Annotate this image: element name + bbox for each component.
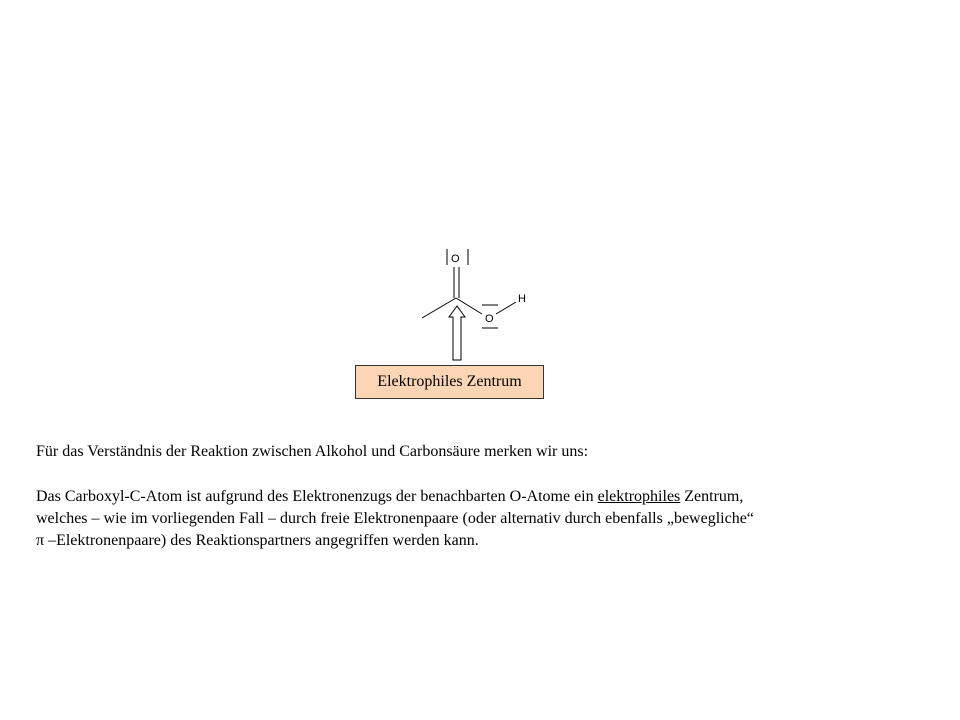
atom-o-hydroxyl: O bbox=[485, 313, 494, 325]
o-h-bond bbox=[496, 302, 516, 314]
explanation-paragraph bbox=[36, 486, 754, 552]
line1-text-before: Das Carboxyl-C-Atom ist aufgrund des Elektronenzugs der benachbarten O-Atome ein bbox=[36, 488, 598, 505]
carboxylic-acid-structure bbox=[400, 240, 560, 370]
electrophilic-center-label-text: Elektrophiles Zentrum bbox=[377, 373, 522, 390]
paragraph-line-2: welches – wie im vorliegenden Fall – durch freie Elektronenpaare (oder alternativ durch ebenfalls „bewegliche“ bbox=[36, 510, 754, 527]
electrophilic-center-label bbox=[355, 365, 544, 399]
atom-o-carbonyl: O bbox=[451, 253, 460, 265]
paragraph-line-3: π –Elektronenpaare) des Reaktionspartners angegriffen werden kann. bbox=[36, 532, 479, 549]
intro-sentence: Für das Verständnis der Reaktion zwischen Alkohol und Carbonsäure merken wir uns: bbox=[36, 443, 589, 460]
paragraph-line-1 bbox=[36, 486, 754, 508]
block-arrow-up bbox=[449, 306, 465, 360]
elektrophiles-link[interactable]: elektrophiles bbox=[597, 488, 681, 505]
atom-h: H bbox=[518, 293, 526, 305]
line1-text-after: Zentrum, bbox=[680, 488, 744, 505]
